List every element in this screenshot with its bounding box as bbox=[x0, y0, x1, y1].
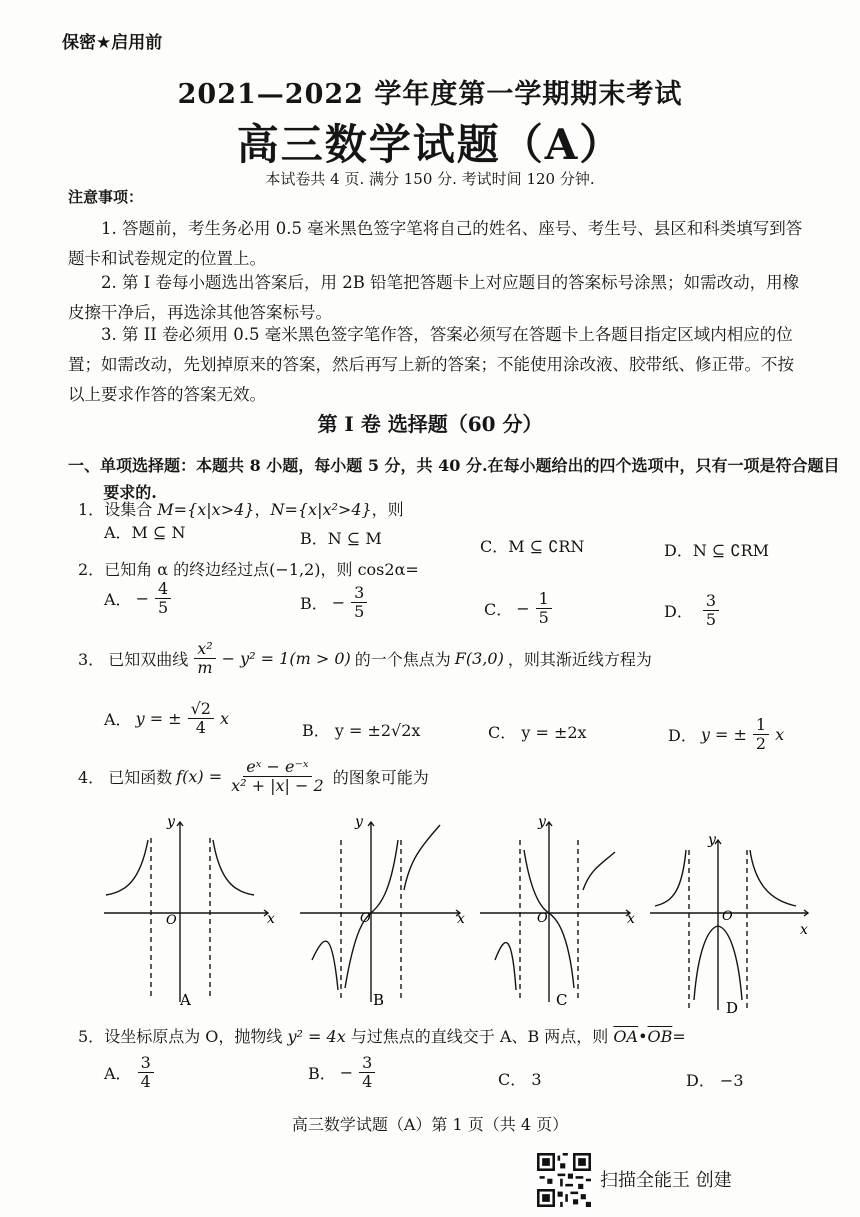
fraction: $\frac{3}{4}$ bbox=[359, 1054, 375, 1092]
question-3-stem: 3． 已知双曲线 $\frac{\text{x²}}{m}$ − y² = 1(m > 0) 的一个焦点为 F(3,0) ，则其渐近线方程为 bbox=[78, 639, 652, 678]
graph-b-label: B bbox=[373, 991, 385, 1009]
question-4-stem: 4． 已知函数 f(x) = $\frac{\text{eˣ − e⁻ˣ}}{\text{x² + |x| − 2}}$ 的图象可能为 bbox=[78, 757, 429, 796]
main-title: 高三数学试题（A） bbox=[236, 120, 624, 169]
q1-option-d: D．N ⊆ ∁RM bbox=[664, 541, 770, 560]
question-number: 2． bbox=[78, 560, 105, 579]
origin-label: O bbox=[537, 911, 548, 926]
fraction: $\frac{√2}{4}$ bbox=[188, 700, 214, 738]
fraction: $\frac{3}{5}$ bbox=[351, 584, 367, 622]
question-2-stem: 2．已知角 α 的终边经过点(−1,2)，则 cos2α= bbox=[78, 560, 419, 579]
notes-heading: 注意事项： bbox=[68, 188, 144, 206]
fraction: $\frac{\text{x²}}{m}$ bbox=[194, 640, 215, 678]
graph-a bbox=[104, 822, 268, 1002]
exam-title: 2021—2022 学年度第一学期期末考试 bbox=[177, 79, 683, 110]
q5-option-b: B． − $\frac{3}{4}$ bbox=[308, 1054, 377, 1092]
qr-code-icon bbox=[537, 1153, 591, 1207]
axis-y-label: y bbox=[355, 814, 363, 830]
section-intro: 一、单项选择题：本题共 8 小题，每小题 5 分，共 40 分.在每小题给出的四个选项中，只有一项是符合题目要求的. bbox=[68, 456, 840, 502]
origin-label: O bbox=[722, 909, 733, 924]
set-n: N={x|x²>4} bbox=[270, 500, 372, 519]
scanner-watermark: 扫描全能王 创建 bbox=[600, 1170, 732, 1191]
section-title: 第 I 卷 选择题（60 分） bbox=[317, 412, 543, 436]
q4-graphs bbox=[0, 810, 860, 1020]
axis-x-label: x bbox=[800, 922, 808, 938]
axis-x-label: x bbox=[457, 911, 465, 927]
q3-option-d: D． y = ± $\frac{1}{2}$ x bbox=[668, 715, 785, 754]
q5-option-a: A． $\frac{3}{4}$ bbox=[104, 1054, 156, 1092]
fraction: $\frac{3}{5}$ bbox=[703, 592, 719, 630]
graph-d bbox=[650, 840, 808, 1010]
confidential-label: 保密★启用前 bbox=[62, 33, 163, 53]
note-item-2: 2. 第 I 卷每小题选出答案后，用 2B 铅笔把答题卡上对应题目的答案标号涂黑；如需改动，用橡皮擦干净后，再选涂其他答案标号。 bbox=[68, 273, 800, 322]
focus: F(3,0) bbox=[454, 649, 504, 669]
q1-option-c: C．M ⊆ ∁RN bbox=[480, 537, 585, 556]
q2-option-d: D． $\frac{3}{5}$ bbox=[664, 592, 721, 630]
question-number: 3． bbox=[78, 650, 105, 670]
q5-option-c: C． 3 bbox=[498, 1070, 542, 1089]
question-number: 4． bbox=[78, 768, 105, 788]
q2-option-a: A． − $\frac{4}{5}$ bbox=[104, 580, 173, 618]
exam-meta: 本试卷共 4 页. 满分 150 分. 考试时间 120 分钟. bbox=[265, 170, 595, 188]
q1-option-a: A．M ⊆ N bbox=[104, 523, 186, 542]
graph-c-label: C bbox=[556, 991, 568, 1009]
vector-oa: $\overline{OA}$ bbox=[613, 1027, 639, 1046]
fraction: $\frac{3}{4}$ bbox=[138, 1054, 154, 1092]
origin-label: O bbox=[360, 911, 371, 926]
axis-y-label: y bbox=[538, 814, 546, 830]
graph-c bbox=[480, 822, 630, 1002]
q2-option-b: B． − $\frac{3}{5}$ bbox=[300, 584, 369, 622]
question-number: 1． bbox=[78, 500, 105, 519]
q3-option-a: A． y = ± $\frac{√2}{4}$ x bbox=[104, 699, 229, 738]
q3-option-b: B． y = ±2√2x bbox=[302, 721, 421, 740]
question-1-stem: 1．设集合 M={x|x>4}，N={x|x²>4}，则 bbox=[78, 500, 404, 519]
question-number: 5． bbox=[78, 1027, 105, 1046]
vector-ob: $\overline{OB}$ bbox=[647, 1027, 673, 1046]
note-item-3: 3. 第 II 卷必须用 0.5 毫米黑色签字笔作答，答案必须写在答题卡上各题目指定区域内相应的位置；如需改动，先划掉原来的答案，然后再写上新的答案；不能使用涂改液、胶带纸、修正带。不按以上要求作答的答案无效。 bbox=[68, 325, 794, 404]
fraction: $\frac{4}{5}$ bbox=[155, 580, 171, 618]
fraction: $\frac{1}{2}$ bbox=[753, 716, 769, 754]
fraction: $\frac{1}{5}$ bbox=[536, 590, 552, 628]
axis-x-label: x bbox=[267, 911, 275, 927]
graph-d-label: D bbox=[726, 999, 739, 1017]
graph-b bbox=[300, 822, 460, 1002]
q1-option-b: B．N ⊆ M bbox=[300, 529, 382, 548]
q5-option-d: D． −3 bbox=[686, 1071, 744, 1090]
q2-option-c: C． − $\frac{1}{5}$ bbox=[484, 590, 554, 628]
question-5-stem: 5．设坐标原点为 O，抛物线 y² = 4x 与过焦点的直线交于 A、B 两点，则 $\overline{OA}•\overline{OB}=$ bbox=[78, 1027, 686, 1046]
origin-label: O bbox=[166, 913, 177, 928]
graph-a-label: A bbox=[180, 991, 191, 1009]
axis-y-label: y bbox=[167, 814, 175, 830]
q3-option-c: C． y = ±2x bbox=[488, 723, 587, 742]
page-footer: 高三数学试题（A）第 1 页（共 4 页） bbox=[291, 1115, 569, 1134]
note-item-1: 1. 答题前，考生务必用 0.5 毫米黑色签字笔将自己的姓名、座号、考生号、县区和科类填写到答题卡和试卷规定的位置上。 bbox=[68, 219, 803, 268]
axis-x-label: x bbox=[627, 911, 635, 927]
axis-y-label: y bbox=[708, 832, 716, 848]
set-m: M={x|x>4} bbox=[157, 500, 255, 519]
fraction: $\frac{\text{eˣ − e⁻ˣ}}{\text{x² + |x| − 2}}$ bbox=[231, 757, 324, 796]
